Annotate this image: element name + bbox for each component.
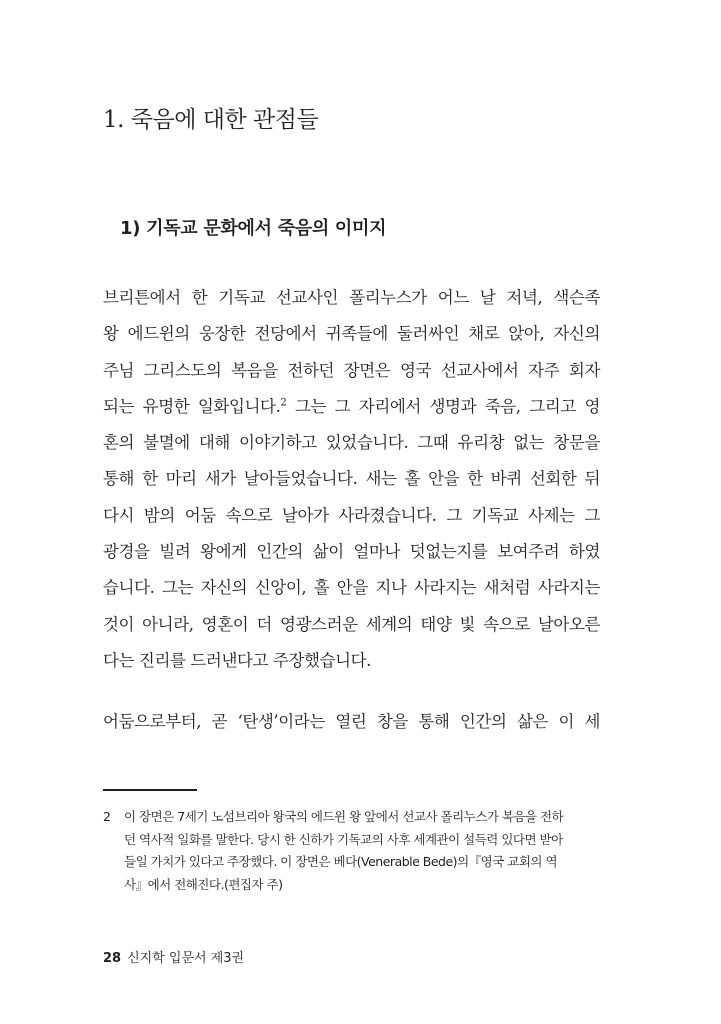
- paragraph-line: 왕 에드윈의 웅장한 전당에서 귀족들에 둘러싸인 채로 앉아, 자신의: [103, 324, 600, 344]
- page-number: 28: [103, 951, 122, 966]
- body-paragraph-2: [103, 704, 600, 740]
- footnote: [103, 806, 600, 896]
- footnote-text: [124, 806, 600, 896]
- body-paragraph-1: [103, 280, 600, 679]
- footnote-line: 들일 가치가 있다고 주장했다. 이 장면은 베다(Venerable Bede)의『영국 교회의 역: [124, 854, 558, 869]
- paragraph-line: 브리튼에서 한 기독교 선교사인 폴리누스가 어느 날 저녁, 색슨족: [103, 288, 600, 307]
- paragraph-line: 다는 진리를 드러낸다고 주장했습니다.: [103, 650, 372, 670]
- footnote-line: 이 장면은 7세기 노섬브리아 왕국의 에드윈 왕 앞에서 선교사 폴리누스가 복음을 전하: [124, 809, 564, 824]
- footnote-line: 던 역사적 일화를 말한다. 당시 한 신하가 기독교의 사후 세계관이 설득력 있다면 받아: [124, 831, 563, 847]
- paragraph-line: 습니다. 그는 자신의 신앙이, 홀 안을 지나 사라지는 새처럼 사라지는: [103, 578, 600, 598]
- footnote-number: 2: [103, 809, 111, 824]
- footnote-divider: [103, 789, 197, 791]
- line-segment: 되는 유명한 일화입니다.: [103, 396, 281, 416]
- paragraph-line: 통해 한 마리 새가 날아들었습니다. 새는 홀 안을 한 바퀴 선회한 뒤: [103, 469, 600, 489]
- paragraph-line: 광경을 빌려 왕에게 인간의 삶이 얼마나 덧없는지를 보여주려 하였: [103, 542, 600, 562]
- paragraph-line: 다시 밤의 어둠 속으로 날아가 사라졌습니다. 그 기독교 사제는 그: [103, 505, 600, 525]
- line-segment: 그는 그 자리에서 생명과 죽음, 그리고 영: [286, 396, 600, 416]
- paragraph-line: 혼의 불멸에 대해 이야기하고 있었습니다. 그때 유리창 없는 창문을: [103, 433, 600, 453]
- paragraph-line: [103, 389, 600, 425]
- paragraph-line: 주님 그리스도의 복음을 전하던 장면은 영국 선교사에서 자주 회자: [103, 360, 600, 380]
- page-footer: [103, 947, 244, 966]
- footnote-line: 사』에서 전해진다.(편집자 주): [124, 876, 283, 892]
- section-title: 1. 죽음에 대한 관점들: [103, 107, 319, 133]
- paragraph-line: 어둠으로부터, 곧 ‘탄생’이라는 열린 창을 통해 인간의 삶은 이 세: [103, 712, 600, 731]
- subsection-title: 1) 기독교 문화에서 죽음의 이미지: [120, 218, 387, 239]
- paragraph-line: 것이 아니라, 영혼이 더 영광스러운 세계의 태양 빛 속으로 날아오른: [103, 614, 600, 634]
- footnote-reference[interactable]: 2: [280, 397, 287, 409]
- book-title: 신지학 입문서 제3권: [127, 951, 245, 966]
